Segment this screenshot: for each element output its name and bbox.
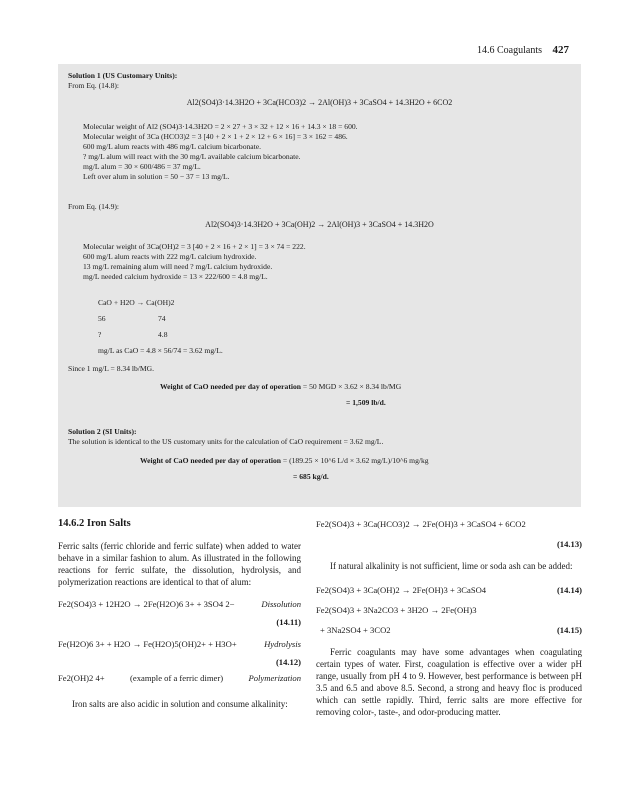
equation-14-11-line: [58, 598, 301, 610]
paragraph: Iron salts are also acidic in solution and consume alkalinity:: [72, 699, 288, 709]
equation-14-15-a: Fe2(SO4)3 + 3Na2CO3 + 3H2O → 2Fe(OH)3: [316, 605, 477, 615]
conversion-note: Since 1 mg/L = 8.34 lb/MG.: [68, 364, 155, 373]
page-number: 427: [552, 44, 569, 56]
equation-note: Hydrolysis: [264, 639, 301, 649]
equation-note: Polymerization: [248, 673, 301, 683]
weight-expression: = (189.25 × 10^6 L/d × 3.62 mg/L)/10^6 mg/kg: [282, 456, 429, 465]
caoh2-value: 74: [158, 314, 166, 323]
equation-14-15-line-2: [316, 624, 582, 636]
dimer-text: (example of a ferric dimer): [130, 673, 224, 683]
equation-14-12: Fe(H2O)6 3+ + H2O → Fe(H2O)5(OH)2+ + H3O+: [58, 639, 237, 649]
equation-14-8: Al2(SO4)3·14.3H2O + 3Ca(HCO3)2 → 2Al(OH)3 + 3CaSO4 + 14.3H2O + 6CO2: [186, 98, 453, 107]
weight-label: Weight of CaO needed per day of operation: [160, 382, 301, 391]
equation-number: (14.12): [275, 657, 301, 667]
running-header: [477, 44, 569, 56]
cao-value: 56: [98, 314, 106, 323]
caoh2-needed: 4.8: [158, 330, 168, 339]
weight-result: = 1,509 lb/d.: [346, 398, 386, 407]
dimer-line: [58, 672, 301, 684]
cao-result: mg/L as CaO = 4.8 × 56/74 = 3.62 mg/L.: [98, 346, 223, 355]
equation-14-9: Al2(SO4)3·14.3H2O + 3Ca(OH)2 → 2Al(OH)3 + 3CaSO4 + 14.3H2O: [205, 220, 434, 229]
from-eq-14-8: From Eq. (14.8):: [68, 81, 120, 90]
solution-1-lines-2: [68, 242, 571, 282]
equation-number: (14.13): [556, 539, 582, 549]
solution-1-lines: [68, 122, 571, 182]
equation-14-11: Fe2(SO4)3 + 12H2O → 2Fe(H2O)6 3+ + 3SO4 2−: [58, 599, 235, 609]
calc-line: Molecular weight of 3Ca(OH)2 = 3 [40 + 2 × 16 + 2 × 1] = 3 × 74 = 222.: [83, 242, 306, 251]
calc-line: 600 mg/L alum reacts with 486 mg/L calcium bicarbonate.: [83, 142, 262, 151]
calc-line: Molecular weight of Al2 (SO4)3·14.3H2O = 2 × 27 + 3 × 32 + 12 × 16 + 14.3 × 18 = 600.: [83, 122, 358, 131]
weight-expression: = 50 MGD × 3.62 × 8.34 lb/MG: [302, 382, 402, 391]
calc-line: mg/L needed calcium hydroxide = 13 × 222/600 = 4.8 mg/L.: [83, 272, 268, 281]
solution-2-text: The solution is identical to the US customary units for the calculation of CaO requirement = 3.62 mg/L.: [68, 437, 384, 446]
equation-number: (14.14): [556, 585, 582, 595]
weight-label: Weight of CaO needed per day of operation: [140, 456, 281, 465]
left-column: [58, 518, 301, 710]
from-eq-14-9: From Eq. (14.9):: [68, 202, 120, 211]
calc-line: Molecular weight of 3Ca (HCO3)2 = 3 [40 + 2 × 1 + 2 × 12 + 6 × 16] = 3 × 162 = 486.: [83, 132, 348, 141]
solution-1-title: Solution 1 (US Customary Units):: [68, 71, 178, 80]
cao-equation: CaO + H2O → Ca(OH)2: [98, 298, 175, 307]
equation-14-13: Fe2(SO4)3 + 3Ca(HCO3)2 → 2Fe(OH)3 + 3CaSO4 + 6CO2: [316, 519, 526, 529]
calc-line: Left over alum in solution = 50 − 37 = 13 mg/L.: [83, 172, 230, 181]
calc-line: ? mg/L alum will react with the 30 mg/L available calcium bicarbonate.: [83, 152, 301, 161]
calc-line: 600 mg/L alum reacts with 222 mg/L calcium hydroxide.: [83, 252, 257, 261]
equation-14-14-line: [316, 584, 582, 596]
equation-number: (14.11): [276, 617, 301, 627]
section-heading: 14.6.2 Iron Salts: [58, 518, 131, 529]
equation-note: Dissolution: [261, 599, 301, 609]
equation-number: (14.15): [556, 625, 582, 635]
equation-14-13-line: [316, 518, 582, 530]
equation-14-15-line: [316, 604, 582, 616]
example-solution-box: [58, 64, 581, 507]
right-column: [316, 518, 582, 718]
section-title: 14.6 Coagulants: [477, 45, 542, 56]
weight-si-calc: [68, 456, 571, 482]
cao-unknown: ?: [98, 330, 102, 339]
dimer-formula: Fe2(OH)2 4+: [58, 673, 105, 683]
cao-calculation: [68, 298, 571, 356]
calc-line: 13 mg/L remaining alum will need ? mg/L calcium hydroxide.: [83, 262, 273, 271]
equation-14-15-b: + 3Na2SO4 + 3CO2: [320, 625, 391, 635]
paragraph: If natural alkalinity is not sufficient, lime or soda ash can be added:: [330, 561, 573, 571]
weight-result: = 685 kg/d.: [293, 472, 329, 481]
solution-2-title: Solution 2 (SI Units):: [68, 427, 137, 436]
weight-us-calc: [68, 382, 571, 408]
calc-line: mg/L alum = 30 × 600/486 = 37 mg/L.: [83, 162, 201, 171]
paragraph: Ferric salts (ferric chloride and ferric sulfate) when added to water behave in a similar fashion to alum. As illustrated in the following reactions for ferric sulfate, the dissolution, hydrolysis, and polymerization reactions are identical to that of alum:: [58, 541, 301, 587]
equation-14-12-line: [58, 638, 301, 650]
paragraph: Ferric coagulants may have some advantages when coagulating certain types of water. First, coagulation is effective over a wider pH range, usually from pH 4 to 9. However, best performance is between pH 3.5 and 6.5 and above 8.5. Second, a strong and heavy floc is produced which can settle rapidly. Third, ferric salts are more effective for removing color-, taste-, and odor-producing matter.: [316, 647, 582, 717]
equation-14-14: Fe2(SO4)3 + 3Ca(OH)2 → 2Fe(OH)3 + 3CaSO4: [316, 585, 487, 595]
